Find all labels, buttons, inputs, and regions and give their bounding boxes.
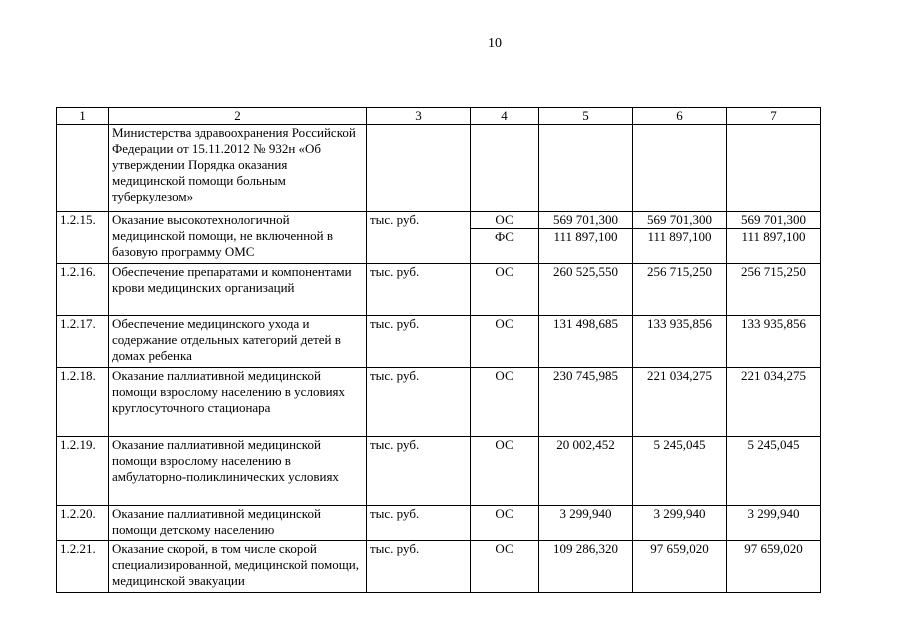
row-description: Оказание паллиативной медицинской помощи взрослому населению в условиях круглосуточного стационара: [109, 368, 367, 437]
row-description: Министерства здравоохранения Российской Федерации от 15.11.2012 № 932н «Об утверждении Порядка оказания медицинской помощи больным туберкулезом»: [109, 125, 367, 212]
row-value-7: 221 034,275: [727, 368, 821, 437]
header-cell-5: 5: [539, 108, 633, 125]
table-row: [57, 212, 821, 264]
row-value-6: 133 935,856: [633, 316, 727, 368]
header-cell-4: 4: [471, 108, 539, 125]
table-header-row: [57, 108, 821, 125]
row-source: [471, 125, 539, 212]
header-cell-2: 2: [109, 108, 367, 125]
table-row: [57, 437, 821, 506]
table-row: [57, 506, 821, 541]
budget-table: [56, 107, 821, 593]
row-value-5: 230 745,985: [539, 368, 633, 437]
row-number: 1.2.20.: [57, 506, 109, 541]
row-value-7b: 111 897,100: [727, 228, 820, 245]
row-source: ОС: [471, 368, 539, 437]
row-value-7: 569 701,300: [741, 212, 806, 227]
row-description: Оказание паллиативной медицинской помощи взрослому населению в амбулаторно-поликлинических условиях: [109, 437, 367, 506]
row-number: 1.2.17.: [57, 316, 109, 368]
row-value-6: 256 715,250: [633, 264, 727, 316]
row-description: Обеспечение препаратами и компонентами крови медицинских организаций: [109, 264, 367, 316]
table-row: [57, 541, 821, 593]
header-cell-3: 3: [367, 108, 471, 125]
row-value-6: 221 034,275: [633, 368, 727, 437]
row-source: ОС: [471, 541, 539, 593]
row-value-5: 20 002,452: [539, 437, 633, 506]
row-source: ОС: [471, 506, 539, 541]
row-value-6: 569 701,300: [647, 212, 712, 227]
row-value-6: 5 245,045: [633, 437, 727, 506]
row-value-7: 133 935,856: [727, 316, 821, 368]
row-number: 1.2.21.: [57, 541, 109, 593]
row-value-5: 3 299,940: [539, 506, 633, 541]
row-number: 1.2.16.: [57, 264, 109, 316]
row-value-6: 3 299,940: [633, 506, 727, 541]
row-unit: тыс. руб.: [367, 212, 471, 264]
row-unit: тыс. руб.: [367, 264, 471, 316]
row-value-7: 5 245,045: [727, 437, 821, 506]
row-source: ОС: [495, 212, 514, 227]
row-unit: тыс. руб.: [367, 316, 471, 368]
row-unit: тыс. руб.: [367, 368, 471, 437]
row-source: ОС: [471, 316, 539, 368]
row-value-7: 97 659,020: [727, 541, 821, 593]
row-value-5: [539, 125, 633, 212]
row-value-7: 3 299,940: [727, 506, 821, 541]
row-source: ОС: [471, 264, 539, 316]
row-value-6: [633, 125, 727, 212]
row-source-2: ФС: [471, 228, 538, 245]
row-unit: тыс. руб.: [367, 437, 471, 506]
header-cell-1: 1: [57, 108, 109, 125]
row-number: 1.2.18.: [57, 368, 109, 437]
row-value-7: [727, 125, 821, 212]
row-value-6b: 111 897,100: [633, 228, 726, 245]
row-description: Оказание высокотехнологичной медицинской помощи, не включенной в базовую программу ОМС: [109, 212, 367, 264]
header-cell-7: 7: [727, 108, 821, 125]
table-row: [57, 368, 821, 437]
page-number: 10: [488, 36, 502, 51]
row-description: Оказание скорой, в том числе скорой специализированной, медицинской помощи, медицинской эвакуации: [109, 541, 367, 593]
row-source: ОС: [471, 437, 539, 506]
row-description: Обеспечение медицинского ухода и содержание отдельных категорий детей в домах ребенка: [109, 316, 367, 368]
row-number: 1.2.15.: [57, 212, 109, 264]
row-value-7: 256 715,250: [727, 264, 821, 316]
row-value-5: 569 701,300: [553, 212, 618, 227]
row-unit: [367, 125, 471, 212]
header-cell-6: 6: [633, 108, 727, 125]
row-value-5: 131 498,685: [539, 316, 633, 368]
row-value-5b: 111 897,100: [539, 228, 632, 245]
row-number: [57, 125, 109, 212]
row-value-6: 97 659,020: [633, 541, 727, 593]
table-row: [57, 316, 821, 368]
row-value-5: 260 525,550: [539, 264, 633, 316]
table-row: [57, 264, 821, 316]
row-number: 1.2.19.: [57, 437, 109, 506]
row-unit: тыс. руб.: [367, 541, 471, 593]
row-unit: тыс. руб.: [367, 506, 471, 541]
row-value-5: 109 286,320: [539, 541, 633, 593]
row-description: Оказание паллиативной медицинской помощи детскому населению: [109, 506, 367, 541]
table-row: [57, 125, 821, 212]
